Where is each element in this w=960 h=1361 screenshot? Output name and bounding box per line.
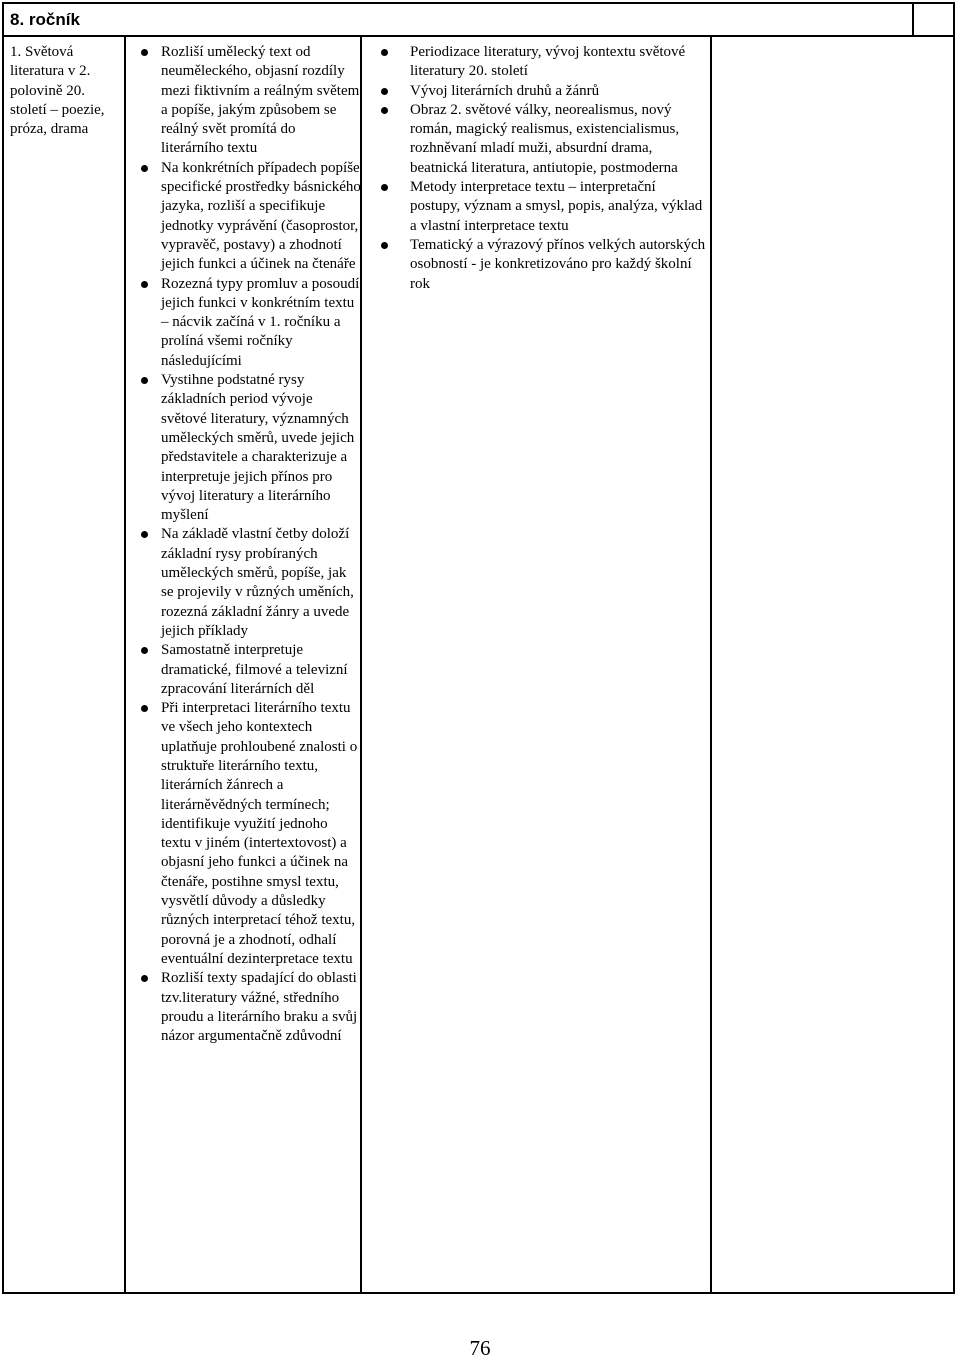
outcome-item [161, 525, 361, 641]
content-item-text: Periodizace literatury, vývoj kontextu světové literatury 20. století [410, 44, 686, 80]
content-item [410, 236, 708, 294]
bullet-icon [381, 184, 388, 191]
outcome-item [161, 371, 361, 525]
content-column [362, 37, 712, 1292]
bullet-icon [381, 49, 388, 56]
bullet-icon [381, 88, 388, 95]
topic-column [4, 37, 126, 1292]
content-item-text: Metody interpretace textu – interpretační postupy, význam a smysl, popis, analýza, výklad a vlastní interpretace textu [410, 179, 703, 234]
curriculum-table [2, 2, 955, 1294]
topic-text: 1. Světová literatura v 2. polovině 20. století – poezie, próza, drama [10, 44, 105, 138]
bullet-icon [141, 975, 148, 982]
bullet-icon [141, 531, 148, 538]
content-item-text: Obraz 2. světové války, neorealismus, nový román, magický realismus, existencialismus, rozhněvaní mladí muži, absurdní drama, beatnická literatura, antiutopie, postmoderna [410, 101, 680, 176]
outcomes-list [161, 43, 361, 1046]
grade-heading: 8. ročník [10, 10, 80, 29]
outcome-item-text: Rozliší texty spadající do oblasti tzv.literatury vážné, středního proudu a literárního braku a svůj názor argumentačně zdůvodní [161, 970, 358, 1045]
outcome-item [161, 969, 361, 1046]
bullet-icon [381, 107, 388, 114]
outcome-item-text: Rozliší umělecký text od neuměleckého, objasní rozdíly mezi fiktivním a reálným světem a popíše, jakým způsobem se reálný svět promítá do literárního textu [161, 44, 360, 157]
bullet-icon [141, 49, 148, 56]
outcome-item-text: Vystihne podstatné rysy základních period vývoje světové literatury, významných uměleckých směrů, uvede jejich představitele a charakterizuje a interpretuje jejich přínos pro vývoj literatury a literárního myšlení [161, 372, 355, 524]
outcome-item-text: Na základě vlastní četby doloží základní rysy probíraných uměleckých směrů, popíše, jak se projevily v různých uměních, rozezná základní žánry a uvede jejich příklady [161, 526, 354, 639]
table-header-row [4, 4, 953, 37]
bullet-icon [381, 242, 388, 249]
header-divider [912, 4, 914, 35]
content-item-text: Tematický a výrazový přínos velkých autorských osobností - je konkretizováno pro každý školní rok [410, 236, 706, 292]
outcome-item [161, 275, 361, 371]
outcomes-column [126, 37, 362, 1292]
outcome-item-text: Rozezná typy promluv a posoudí jejich funkci v konkrétním textu – nácvik začíná v 1. ročníku a prolíná všemi ročníky následujícími [161, 275, 360, 369]
content-list [410, 43, 708, 294]
outcome-item-text: Na konkrétních případech popíše specifické prostředky básnického jazyka, rozliší a specifikuje jednotky vyprávění (časoprostor, vypravěč, postavy) a zhodnotí jejich funkci a účinek na čtenáře [161, 159, 361, 273]
outcome-item [161, 159, 361, 275]
bullet-icon [141, 647, 148, 654]
bullet-icon [141, 377, 148, 384]
outcome-item [161, 43, 361, 159]
content-item [410, 82, 708, 101]
outcome-item [161, 699, 361, 969]
notes-column [712, 37, 953, 1292]
outcome-item [161, 641, 361, 699]
content-item-text: Vývoj literárních druhů a žánrů [410, 82, 600, 99]
bullet-icon [141, 281, 148, 288]
content-item [410, 101, 708, 178]
bullet-icon [141, 165, 148, 172]
outcome-item-text: Při interpretaci literárního textu ve všech jeho kontextech uplatňuje prohloubené znalosti o struktuře literárního textu, literárních žánrech a literárněvědných termínech; identifikuje využití jednoho textu v jiném (intertextovost) a objasní jeho funkci a účinek na čtenáře, postihne smysl textu, vysvětlí důvody a důsledky různých interpretací téhož textu, porovná je a zhodnotí, odhalí eventuální dezinterpretace textu [161, 700, 358, 967]
outcome-item-text: Samostatně interpretuje dramatické, filmové a televizní zpracování literárních děl [161, 642, 348, 697]
content-item [410, 43, 708, 82]
page-number: 76 [469, 1336, 491, 1360]
content-item [410, 178, 708, 236]
bullet-icon [141, 705, 148, 712]
